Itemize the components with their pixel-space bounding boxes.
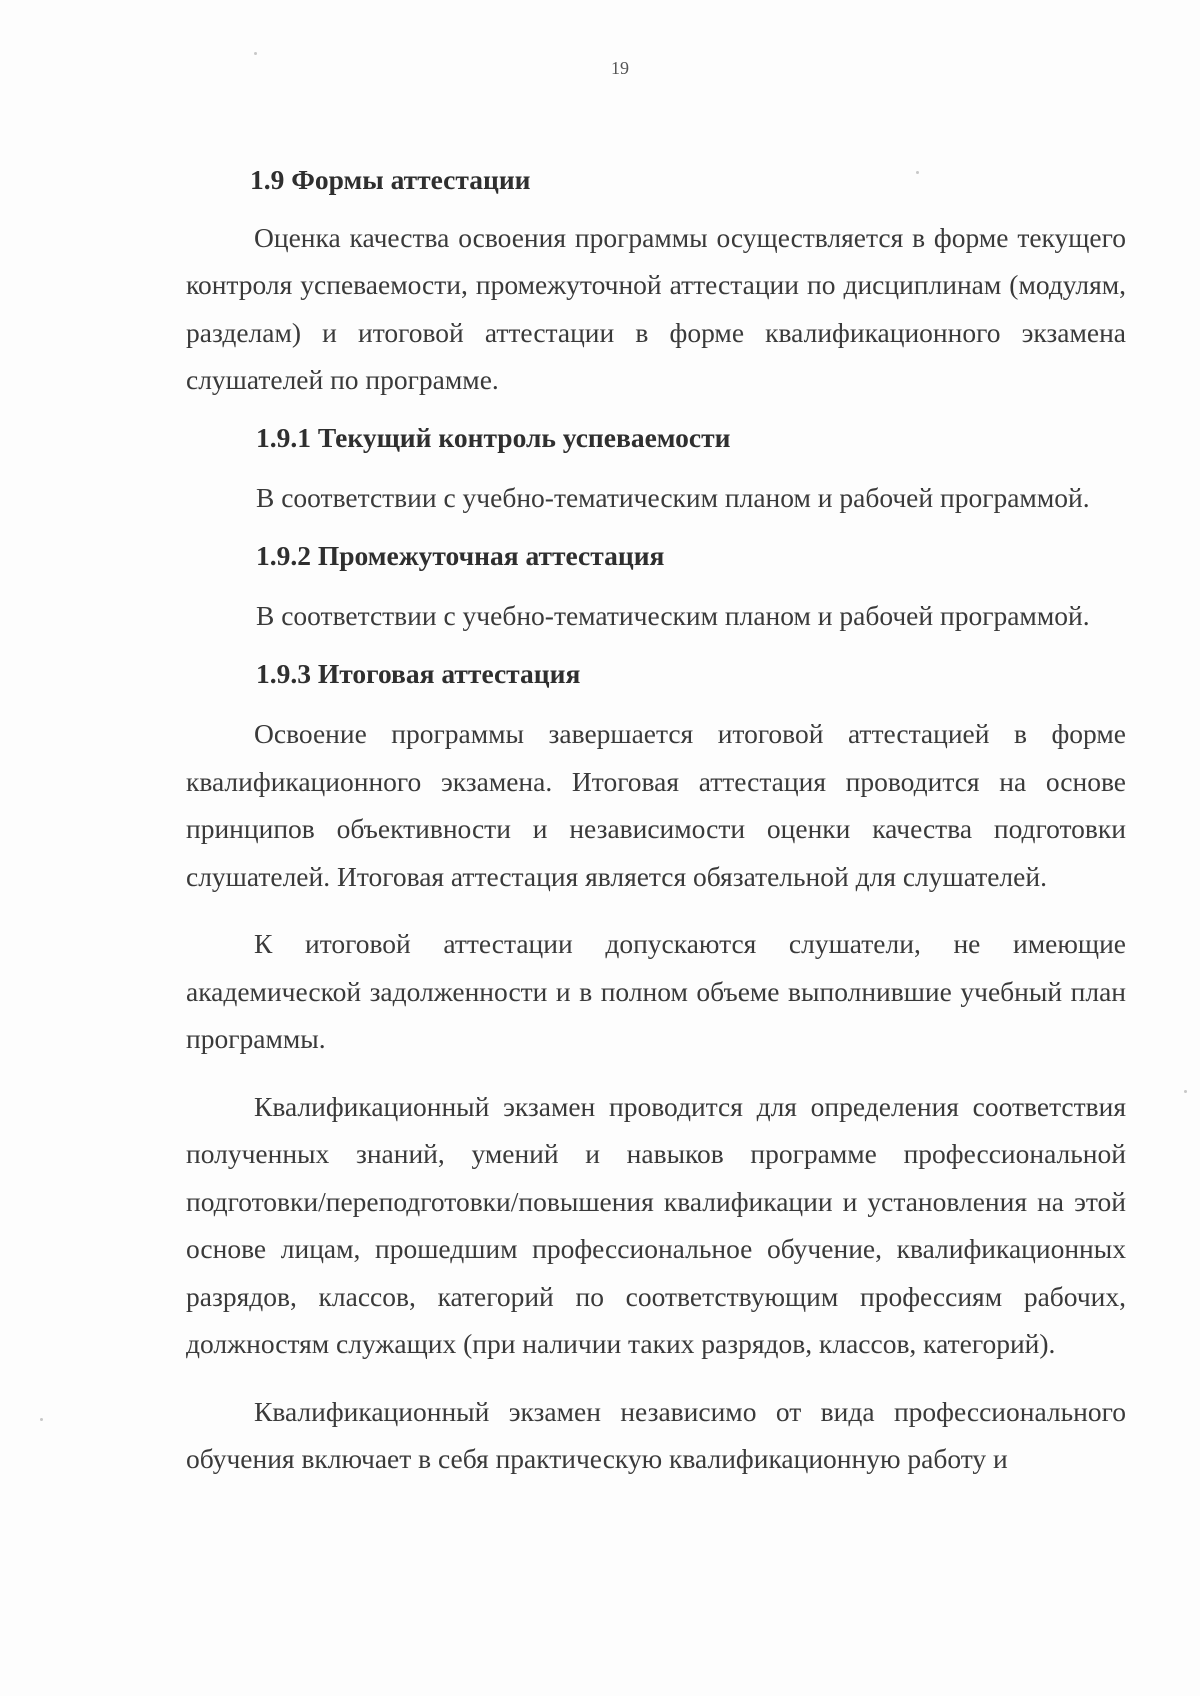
subsection-text-intermediate: В соответствии с учебно-тематическим планом и рабочей программой. [256,600,1090,631]
scan-speck [254,52,257,55]
page-number: 19 [611,58,629,78]
final-paragraph: Квалификационный экзамен проводится для определения соответствия полученных знаний, умений и навыков программе профессиональной подготовки/переподготовки/повышения квалификации и установления на этой основе лицам, прошедшим профессиональное обучение, квалификационных разрядов, классов, категорий по соответствующим профессиям рабочих, должностям служащих (при наличии таких разрядов, классов, категорий). [186,1090,1126,1359]
final-paragraph: Квалификационный экзамен независимо от вида профессионального обучения включает в себя практическую квалификационную работу и [186,1395,1126,1474]
subsection-title-current-control: 1.9.1 Текущий контроль успеваемости [256,421,731,453]
final-paragraph: К итоговой аттестации допускаются слушатели, не имеющие академической задолженности и в полном объеме выполнившие учебный план программы. [186,928,1126,1054]
scan-speck [40,1418,43,1421]
page-content [186,156,1126,1483]
final-paragraph: Освоение программы завершается итоговой аттестацией в форме квалификационного экзамена. Итоговая аттестация проводится на основе принципов объективности и независимости оценки качества подготовки слушателей. Итоговая аттестация является обязательной для слушателей. [186,718,1126,892]
scan-speck [1184,1090,1187,1093]
section-intro-paragraph: Оценка качества освоения программы осуществляется в форме текущего контроля успеваемости, промежуточной аттестации по дисциплинам (модулям, разделам) и итоговой аттестации в форме квалификационного экзамена слушателей по программе. [186,221,1126,395]
section-title: 1.9 Формы аттестации [250,164,531,195]
scan-speck [916,171,919,174]
subsection-title-final: 1.9.3 Итоговая аттестация [256,657,581,689]
subsection-text-current-control: В соответствии с учебно-тематическим планом и рабочей программой. [256,482,1090,513]
subsection-title-intermediate: 1.9.2 Промежуточная аттестация [256,539,665,571]
